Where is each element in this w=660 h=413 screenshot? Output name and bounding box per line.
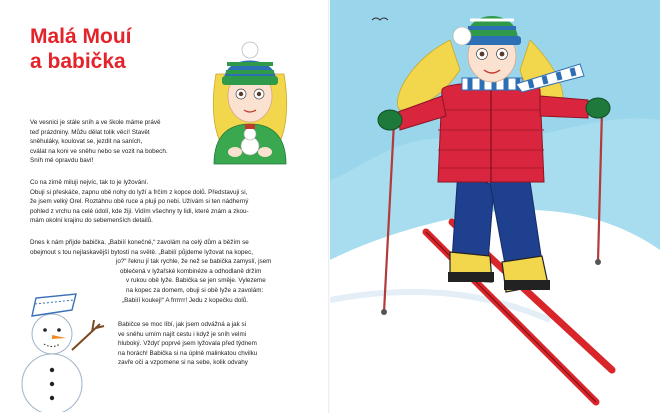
text-line: Dnes k nám přijde babička. „Babiíí konečně,“ zavolám na celý dům a běžím se (30, 239, 249, 246)
title-line-1: Malá Mouí (30, 25, 132, 48)
story-title (30, 24, 132, 74)
text-line: na horách! Babička si na úplně malinkatou chvilku (118, 349, 258, 357)
text-line: Sníh mě opravdu baví! (30, 157, 94, 165)
text-line: Obuji si přeskáče, zapnu obě nohy do lyží a frčím z kopce dolů. Představuji si, (30, 188, 248, 196)
text-line: mám okolní krajinu do sebemenších detailů. (30, 217, 153, 225)
snowman-illustration (4, 272, 114, 412)
text-line: v rukou obě lyže. Babička se jen směje. Vylezeme (126, 277, 266, 285)
paragraph-2 (30, 178, 249, 226)
text-line: na kopec za domem, obuji si obě lyže a zavolám: (126, 286, 264, 294)
text-line: hluboký. Vždyť poprvé jsem lyžovala před týdnem (118, 340, 257, 348)
text-line: že jsem velký Orel. Roztáhnu obě ruce a pluji po nebi. Užívám si ten nádherný (30, 198, 249, 206)
text-line: Co na zimě miluji nejvíc, tak to je lyžování. (30, 179, 149, 186)
text-line: sněhuláky, koulovat se, jezdit na saních, (30, 138, 143, 146)
text-line: pohled z vrchu na celé údolí, kde žiji. Vidím všechny ty lidi, které znám a zkou- (30, 207, 249, 215)
skier-girl-illustration (330, 0, 660, 413)
text-line: Ve vesnici je stále sníh a ve škole máme právě (30, 119, 161, 126)
title-line-2: a babička (30, 50, 126, 73)
text-line: zavře oči a vzpomene si na sebe, kolik odvahy (118, 359, 248, 367)
text-line: „Babiíí koukej!“ A frrrrrr! Jedu z kopečku dolů. (122, 296, 248, 304)
text-line: ve sněhu umím najít cestu i když je sníh velmi (118, 330, 247, 338)
text-line: obejmout s tou nejlaskavější bytostí na světě. „Babiíí půjdeme lyžovat na kopec, (30, 248, 253, 256)
paragraph-4 (118, 320, 257, 368)
right-page (330, 0, 660, 413)
paragraph-1 (30, 118, 168, 166)
text-line: oblečená v lyžařské kombinéze a odhodlaně držím (120, 267, 262, 275)
text-line: jo?“ řeknu jí tak rychle, že než se babička zamyslí, jsem (116, 258, 272, 266)
text-line: Babičce se moc líbí, jak jsem odvážná a jak si (118, 321, 247, 328)
text-line: teď prázdniny. Můžu dělat tolik věcí! Stavět (30, 128, 150, 136)
girl-portrait-illustration (200, 14, 300, 174)
text-line: cválat na koni ve sněhu nebo se vozit na bobech. (30, 147, 168, 155)
